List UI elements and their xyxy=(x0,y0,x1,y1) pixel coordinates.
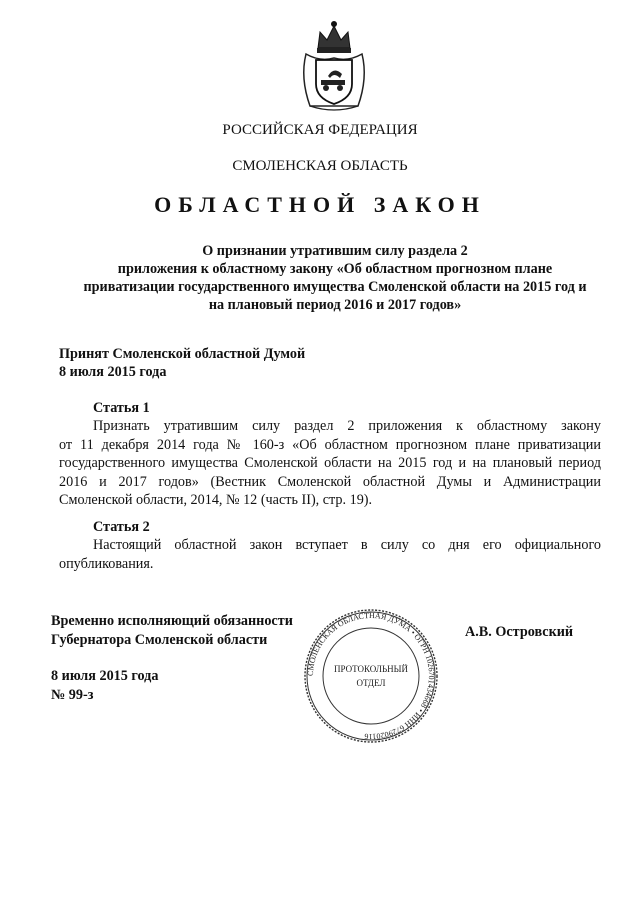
law-title-line: приложения к областному закону «Об областном прогнозном плане xyxy=(117,261,553,277)
country-heading: РОССИЙСКАЯ ФЕДЕРАЦИЯ xyxy=(222,122,418,138)
law-title-line: приватизации государственного имущества Смоленской области на 2015 год и xyxy=(83,279,587,295)
official-stamp xyxy=(296,606,446,746)
law-date-number xyxy=(51,667,158,705)
law-date: 8 июля 2015 года xyxy=(51,668,159,684)
text-line: государственного имущества Смоленской области на 2015 год и на плановый период xyxy=(59,455,601,471)
signatory-position xyxy=(51,612,293,650)
text-line: Смоленской области, 2014, № 12 (часть II), стр. 19). xyxy=(59,492,373,508)
stamp-inner-line: ПРОТОКОЛЬНЫЙ xyxy=(334,664,408,674)
article-2-text xyxy=(59,536,601,573)
law-title-line: О признании утратившим силу раздела 2 xyxy=(202,243,468,259)
stamp-ring-text: СМОЛЕНСКАЯ ОБЛАСТНАЯ ДУМА • ОГРН 1026701434668 • ИНН 6729020116 xyxy=(305,610,437,742)
article-2-heading: Статья 2 xyxy=(93,519,150,535)
coat-of-arms-emblem xyxy=(296,18,372,114)
signatory-name: А.В. Островский xyxy=(465,624,574,640)
text-line: Настоящий областной закон вступает в силу со дня его официального xyxy=(93,537,601,553)
region-heading: СМОЛЕНСКАЯ ОБЛАСТЬ xyxy=(232,158,408,174)
document-type-heading: ОБЛАСТНОЙ ЗАКОН xyxy=(154,192,486,217)
stamp-inner-line: ОТДЕЛ xyxy=(356,678,386,688)
text-line: опубликования. xyxy=(59,555,154,572)
adoption-body: Принят Смоленской областной Думой xyxy=(59,346,306,362)
article-1-heading: Статья 1 xyxy=(93,400,150,416)
law-title xyxy=(40,242,630,314)
text-line: 2016 и 2017 годов» (Вестник Смоленской областной Думы и Администрации xyxy=(59,473,601,490)
law-number: № 99-з xyxy=(51,687,94,703)
position-line: Временно исполняющий обязанности xyxy=(51,613,293,629)
position-line: Губернатора Смоленской области xyxy=(51,632,268,648)
adoption-date: 8 июля 2015 года xyxy=(59,364,167,380)
text-line: от 11 декабря 2014 года № 160-з «Об областном прогнозном плане приватизации xyxy=(59,436,601,453)
text-line: Признать утратившим силу раздел 2 приложения к областному закону xyxy=(93,418,601,434)
article-1-text xyxy=(59,417,601,510)
adoption-note xyxy=(59,345,305,381)
law-title-line: на плановый период 2016 и 2017 годов» xyxy=(208,297,462,313)
